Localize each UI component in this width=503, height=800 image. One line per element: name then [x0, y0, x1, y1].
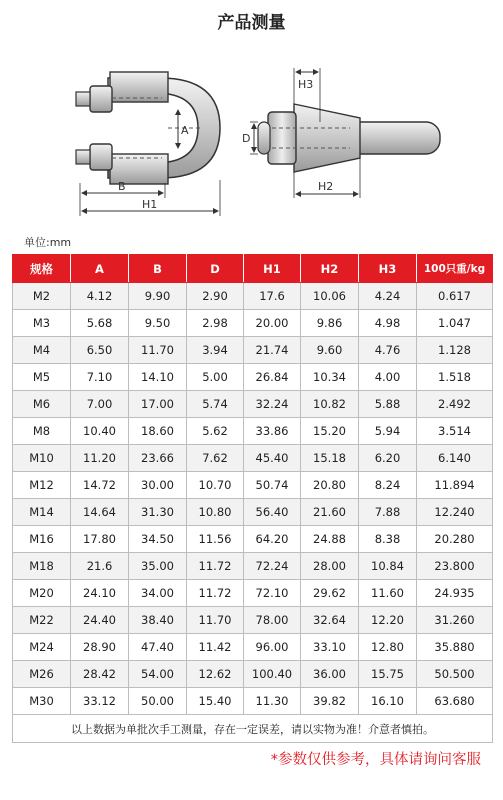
table-cell: 34.50 [129, 526, 187, 553]
footer-disclaimer [0, 748, 503, 769]
table-cell: 78.00 [244, 607, 301, 634]
table-cell: 4.12 [71, 283, 129, 310]
table-row [13, 607, 493, 634]
table-cell: 2.90 [187, 283, 244, 310]
table-cell: 11.70 [187, 607, 244, 634]
table-cell: 20.80 [301, 472, 359, 499]
table-cell: 54.00 [129, 661, 187, 688]
table-cell: M16 [13, 526, 71, 553]
table-cell: 33.86 [244, 418, 301, 445]
spec-table [12, 254, 493, 743]
table-cell: 11.70 [129, 337, 187, 364]
column-header: H3 [359, 255, 417, 283]
table-cell: M10 [13, 445, 71, 472]
table-cell: 24.40 [71, 607, 129, 634]
table-cell: 11.20 [71, 445, 129, 472]
table-cell: 50.00 [129, 688, 187, 715]
table-cell: 100.40 [244, 661, 301, 688]
table-cell: 3.514 [417, 418, 493, 445]
dimension-label-d: D [242, 132, 251, 145]
table-cell: 45.40 [244, 445, 301, 472]
table-cell: 4.98 [359, 310, 417, 337]
table-cell: 1.128 [417, 337, 493, 364]
table-cell: 7.62 [187, 445, 244, 472]
table-cell: 11.56 [187, 526, 244, 553]
table-cell: M3 [13, 310, 71, 337]
table-cell: M2 [13, 283, 71, 310]
table-note: 以上数据为单批次手工测量，存在一定误差，请以实物为准！介意者慎拍。 [13, 715, 493, 743]
table-cell: 24.10 [71, 580, 129, 607]
table-cell: 11.72 [187, 580, 244, 607]
table-cell: M4 [13, 337, 71, 364]
table-cell: M26 [13, 661, 71, 688]
table-cell: M14 [13, 499, 71, 526]
table-cell: 29.62 [301, 580, 359, 607]
table-cell: 4.76 [359, 337, 417, 364]
cone-nut-drawing [258, 104, 440, 172]
table-cell: 12.240 [417, 499, 493, 526]
table-cell: 5.62 [187, 418, 244, 445]
table-cell: 35.00 [129, 553, 187, 580]
table-cell: 8.38 [359, 526, 417, 553]
table-cell: 16.10 [359, 688, 417, 715]
table-row [13, 580, 493, 607]
table-row [13, 418, 493, 445]
table-cell: 96.00 [244, 634, 301, 661]
table-cell: 7.10 [71, 364, 129, 391]
table-cell: M20 [13, 580, 71, 607]
table-cell: 1.518 [417, 364, 493, 391]
table-cell: 15.20 [301, 418, 359, 445]
table-cell: 7.88 [359, 499, 417, 526]
table-row [13, 337, 493, 364]
table-cell: 21.74 [244, 337, 301, 364]
table-cell: 31.30 [129, 499, 187, 526]
table-cell: 10.82 [301, 391, 359, 418]
table-row [13, 472, 493, 499]
product-dimension-diagram [50, 48, 450, 228]
table-cell: 10.84 [359, 553, 417, 580]
table-cell: 5.00 [187, 364, 244, 391]
table-cell: M22 [13, 607, 71, 634]
table-cell: 30.00 [129, 472, 187, 499]
table-cell: 17.6 [244, 283, 301, 310]
table-cell: 10.34 [301, 364, 359, 391]
table-row [13, 526, 493, 553]
table-cell: 21.6 [71, 553, 129, 580]
dimension-label-h2: H2 [318, 180, 334, 193]
table-cell: 23.66 [129, 445, 187, 472]
table-cell: 9.90 [129, 283, 187, 310]
table-cell: 50.74 [244, 472, 301, 499]
table-cell: 9.86 [301, 310, 359, 337]
table-cell: M30 [13, 688, 71, 715]
column-header: 100只重/kg [417, 255, 493, 283]
table-cell: 12.80 [359, 634, 417, 661]
table-cell: 4.24 [359, 283, 417, 310]
table-cell: 72.10 [244, 580, 301, 607]
unit-label: 单位:mm [24, 236, 72, 249]
table-cell: 56.40 [244, 499, 301, 526]
table-cell: 12.62 [187, 661, 244, 688]
table-cell: 5.68 [71, 310, 129, 337]
table-cell: M18 [13, 553, 71, 580]
table-cell: 33.12 [71, 688, 129, 715]
table-cell: 36.00 [301, 661, 359, 688]
column-header: B [129, 255, 187, 283]
table-note-row [13, 715, 493, 743]
table-cell: 23.800 [417, 553, 493, 580]
table-cell: 5.94 [359, 418, 417, 445]
table-cell: 28.00 [301, 553, 359, 580]
table-row [13, 445, 493, 472]
table-cell: 7.00 [71, 391, 129, 418]
table-cell: 11.894 [417, 472, 493, 499]
u-bolt-clip-drawing [76, 72, 220, 184]
table-cell: 31.260 [417, 607, 493, 634]
table-cell: 17.80 [71, 526, 129, 553]
table-cell: 47.40 [129, 634, 187, 661]
dimension-label-h3: H3 [298, 78, 314, 91]
table-header-row [13, 255, 493, 283]
table-cell: 20.280 [417, 526, 493, 553]
table-cell: 9.50 [129, 310, 187, 337]
footer-text: *参数仅供参考，具体请询问客服 [270, 752, 481, 768]
table-cell: 28.90 [71, 634, 129, 661]
table-cell: 10.40 [71, 418, 129, 445]
table-cell: M12 [13, 472, 71, 499]
table-cell: 11.72 [187, 553, 244, 580]
table-cell: 6.20 [359, 445, 417, 472]
table-cell: 12.20 [359, 607, 417, 634]
table-row [13, 553, 493, 580]
table-cell: 10.80 [187, 499, 244, 526]
page-title: 产品测量 [217, 13, 286, 33]
table-cell: 15.40 [187, 688, 244, 715]
table-cell: 11.30 [244, 688, 301, 715]
column-header: H1 [244, 255, 301, 283]
table-cell: 39.82 [301, 688, 359, 715]
table-cell: 64.20 [244, 526, 301, 553]
table-cell: 10.06 [301, 283, 359, 310]
table-cell: 2.98 [187, 310, 244, 337]
table-cell: M8 [13, 418, 71, 445]
dimension-label-a: A [181, 124, 189, 137]
table-row [13, 634, 493, 661]
table-row [13, 391, 493, 418]
table-row [13, 310, 493, 337]
table-cell: 21.60 [301, 499, 359, 526]
table-cell: 10.70 [187, 472, 244, 499]
table-cell: 5.74 [187, 391, 244, 418]
table-cell: 32.24 [244, 391, 301, 418]
table-row [13, 688, 493, 715]
table-cell: 34.00 [129, 580, 187, 607]
table-cell: 9.60 [301, 337, 359, 364]
table-row [13, 364, 493, 391]
table-cell: 4.00 [359, 364, 417, 391]
table-cell: 11.42 [187, 634, 244, 661]
table-row [13, 499, 493, 526]
table-cell: 6.140 [417, 445, 493, 472]
table-cell: 18.60 [129, 418, 187, 445]
table-cell: 15.75 [359, 661, 417, 688]
table-cell: 15.18 [301, 445, 359, 472]
table-cell: M24 [13, 634, 71, 661]
table-cell: 1.047 [417, 310, 493, 337]
table-cell: 14.72 [71, 472, 129, 499]
table-cell: 24.935 [417, 580, 493, 607]
table-cell: 14.64 [71, 499, 129, 526]
table-cell: 6.50 [71, 337, 129, 364]
table-cell: 5.88 [359, 391, 417, 418]
table-cell: 33.10 [301, 634, 359, 661]
table-cell: 72.24 [244, 553, 301, 580]
table-body [13, 283, 493, 743]
column-header: D [187, 255, 244, 283]
table-cell: M5 [13, 364, 71, 391]
table-cell: 3.94 [187, 337, 244, 364]
column-header: H2 [301, 255, 359, 283]
table-cell: 17.00 [129, 391, 187, 418]
column-header: A [71, 255, 129, 283]
table-cell: 11.60 [359, 580, 417, 607]
table-cell: M6 [13, 391, 71, 418]
column-header: 规格 [13, 255, 71, 283]
table-cell: 28.42 [71, 661, 129, 688]
table-cell: 35.880 [417, 634, 493, 661]
table-cell: 8.24 [359, 472, 417, 499]
table-cell: 20.00 [244, 310, 301, 337]
table-row [13, 661, 493, 688]
table-row [13, 283, 493, 310]
table-cell: 50.500 [417, 661, 493, 688]
dimension-label-h1: H1 [142, 198, 158, 211]
dimension-label-b: B [118, 180, 126, 193]
table-cell: 2.492 [417, 391, 493, 418]
table-cell: 0.617 [417, 283, 493, 310]
table-cell: 26.84 [244, 364, 301, 391]
table-cell: 63.680 [417, 688, 493, 715]
table-cell: 24.88 [301, 526, 359, 553]
table-cell: 32.64 [301, 607, 359, 634]
table-cell: 38.40 [129, 607, 187, 634]
table-cell: 14.10 [129, 364, 187, 391]
